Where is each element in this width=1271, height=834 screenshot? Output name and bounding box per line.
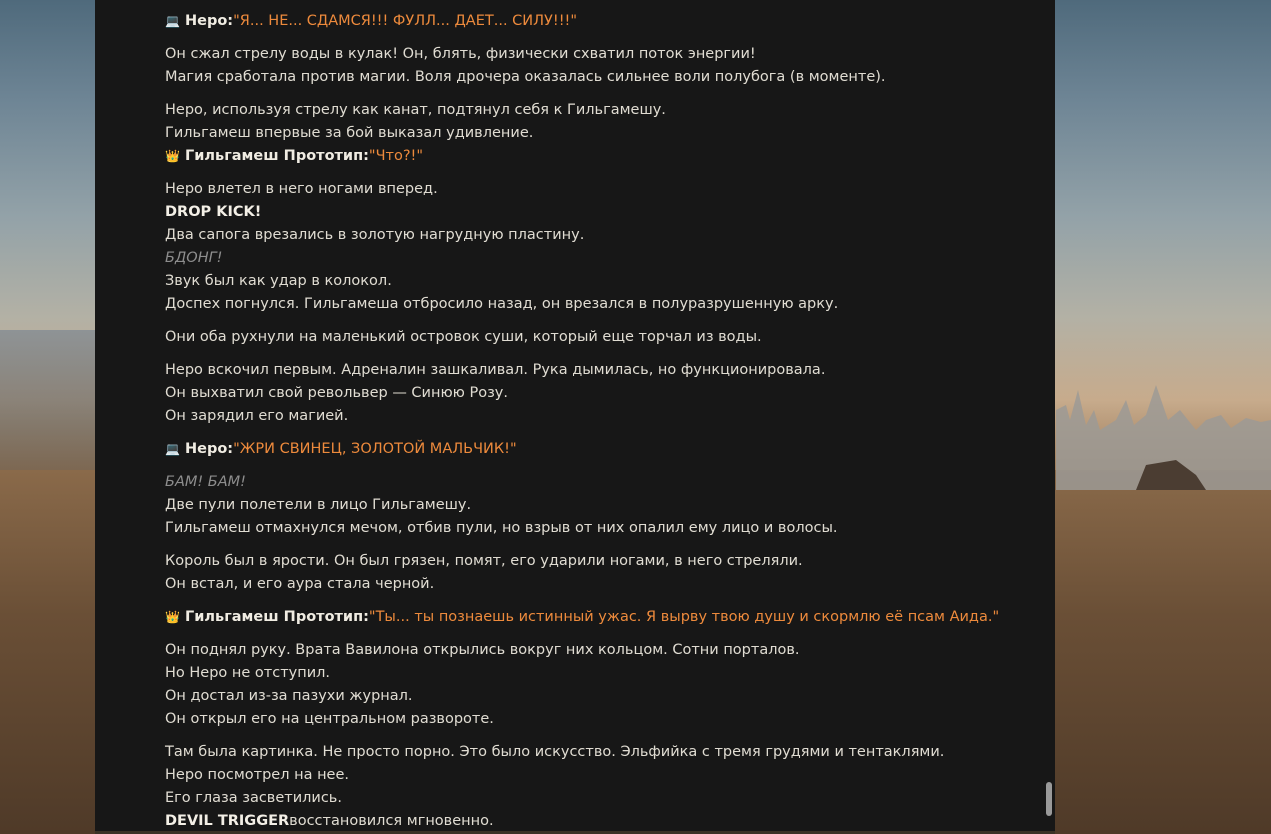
speaker-name: Неро: [185,441,234,457]
story-line: Он зарядил его магией. [165,408,349,424]
story-reader-panel[interactable] [95,0,1055,834]
background-ruins [1056,380,1271,490]
crown-icon: 👑 [165,610,180,624]
story-line: Он открыл его на центральном развороте. [165,711,494,727]
paragraph [165,550,1025,596]
story-line: Неро вскочил первым. Адреналин зашкаливал. Рука дымилась, но функционировала. [165,362,826,378]
story-line: Он встал, и его аура стала черной. [165,576,435,592]
paragraph [165,178,1025,316]
action-callout: DROP KICK! [165,204,262,220]
dialogue-nero-2 [165,438,1025,461]
story-line: Доспех погнулся. Гильгамеша отбросило назад, он врезался в полуразрушенную арку. [165,296,839,312]
speaker-name: Неро: [185,13,234,29]
scrollbar-thumb[interactable] [1046,782,1052,816]
story-line: Звук был как удар в колокол. [165,273,392,289]
laptop-icon: 💻 [165,442,180,456]
dialogue-quote: "ЖРИ СВИНЕЦ, ЗОЛОТОЙ МАЛЬЧИК!" [233,441,517,457]
crown-icon: 👑 [165,149,180,163]
story-line: Гильгамеш впервые за бой выказал удивление. [165,125,534,141]
story-line: Магия сработала против магии. Воля дрочера оказалась сильнее воли полубога (в моменте). [165,69,886,85]
story-line: Он выхватил свой револьвер — Синюю Розу. [165,385,508,401]
paragraph [165,359,1025,428]
dialogue-quote: "Что?!" [368,148,424,164]
dialogue-quote: "Ты... ты познаешь истинный ужас. Я вырву твою душу и скормлю её псам Аида." [368,609,1000,625]
speaker-name: Гильгамеш Прототип: [185,148,369,164]
story-line: Но Неро не отступил. [165,665,331,681]
speaker-name: Гильгамеш Прототип: [185,609,369,625]
story-line: Неро посмотрел на нее. [165,767,349,783]
story-line: Он достал из-за пазухи журнал. [165,688,413,704]
paragraph [165,471,1025,540]
story-line: восстановился мгновенно. [289,813,494,829]
story-line: Он поднял руку. Врата Вавилона открылись вокруг них кольцом. Сотни порталов. [165,642,800,658]
story-line: Его глаза засветились. [165,790,342,806]
story-line: Король был в ярости. Он был грязен, помят, его ударили ногами, в него стреляли. [165,553,803,569]
background-cliff [0,330,95,490]
story-line: Он сжал стрелу воды в кулак! Он, блять, физически схватил поток энергии! [165,46,756,62]
story-line: Гильгамеш отмахнулся мечом, отбив пули, но взрыв от них опалил ему лицо и волосы. [165,520,838,536]
sound-effect: БАМ! БАМ! [165,474,246,490]
dialogue-gilgamesh [165,606,1025,629]
story-line: Две пули полетели в лицо Гильгамешу. [165,497,472,513]
action-callout: DEVIL TRIGGER [165,813,290,829]
paragraph [165,741,1025,833]
sound-effect: БДОНГ! [165,250,223,266]
story-line: Два сапога врезались в золотую нагрудную пластину. [165,227,585,243]
story-line: Неро влетел в него ногами вперед. [165,181,438,197]
paragraph [165,43,1025,89]
story-line: Они оба рухнули на маленький островок суши, который еще торчал из воды. [165,329,762,345]
dialogue-nero-1 [165,10,1025,33]
paragraph [165,99,1025,168]
story-line: Там была картинка. Не просто порно. Это было искусство. Эльфийка с тремя грудями и тентаклями. [165,744,945,760]
laptop-icon: 💻 [165,14,180,28]
story-content [165,10,1025,834]
paragraph [165,326,1025,349]
dialogue-quote: "Я... НЕ... СДАМСЯ!!! ФУЛЛ... ДАЕТ... СИЛУ!!!" [233,13,578,29]
paragraph [165,639,1025,731]
story-line: Неро, используя стрелу как канат, подтянул себя к Гильгамешу. [165,102,666,118]
